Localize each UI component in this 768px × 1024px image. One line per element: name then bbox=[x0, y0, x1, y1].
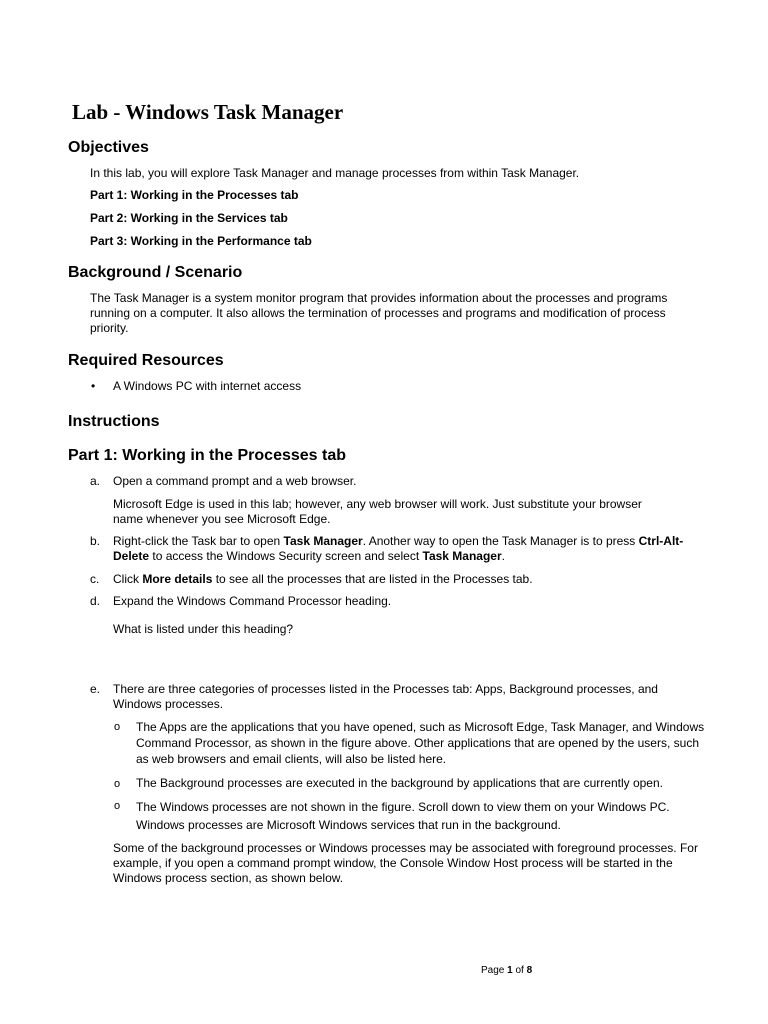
objective-part-2: Part 2: Working in the Services tab bbox=[90, 211, 288, 225]
sub-bullet-marker: o bbox=[114, 721, 121, 733]
step-e-closing: Some of the background processes or Windows processes may be associated with foreground processes. For example, if you open a command prompt window, the Console Window Host process will be started in the Windows process section, as shown below. bbox=[113, 841, 698, 885]
resource-item: A Windows PC with internet access bbox=[113, 379, 302, 393]
background-text: The Task Manager is a system monitor program that provides information about the processes and programs running on a computer. It also allows the termination of processes and programs and modification of process priority. bbox=[90, 291, 668, 335]
resources-heading: Required Resources bbox=[68, 352, 224, 369]
sub-bullet-marker: o bbox=[114, 778, 121, 790]
step-label-c: c. bbox=[90, 572, 100, 586]
objective-part-1: Part 1: Working in the Processes tab bbox=[90, 188, 299, 202]
bullet-marker: • bbox=[91, 379, 96, 393]
step-label-d: d. bbox=[90, 594, 101, 608]
sub-bullet-background: The Background processes are executed in the background by applications that are currently open. bbox=[136, 776, 663, 790]
step-c-text: Click More details to see all the processes that are listed in the Processes tab. bbox=[113, 572, 533, 586]
step-b-text: Right-click the Task bar to open Task Manager. Another way to open the Task Manager is to press Ctrl-Alt-Delete to access the Windows Security screen and select Task Manager. bbox=[113, 534, 684, 563]
objective-part-3: Part 3: Working in the Performance tab bbox=[90, 234, 312, 248]
part1-heading: Part 1: Working in the Processes tab bbox=[68, 447, 347, 464]
step-a-text: Open a command prompt and a web browser. bbox=[113, 474, 357, 488]
objectives-heading: Objectives bbox=[68, 139, 149, 156]
sub-bullet-windows: The Windows processes are not shown in the figure. Scroll down to view them on your Windows PC. Windows processes are Microsoft Windows services that run in the background. bbox=[136, 800, 670, 832]
page-title: Lab - Windows Task Manager bbox=[72, 100, 344, 124]
instructions-heading: Instructions bbox=[68, 413, 160, 430]
step-a-note: Microsoft Edge is used in this lab; however, any web browser will work. Just substitute your browser name whenever you see Microsoft Edge. bbox=[113, 497, 642, 526]
page-number-footer: Page 1 of 8 bbox=[481, 965, 533, 976]
step-label-b: b. bbox=[90, 534, 101, 548]
background-heading: Background / Scenario bbox=[68, 264, 243, 281]
step-label-a: a. bbox=[90, 474, 101, 488]
step-label-e: e. bbox=[90, 682, 101, 696]
step-e-text: There are three categories of processes listed in the Processes tab: Apps, Background processes, and Windows processes. bbox=[113, 682, 658, 711]
sub-bullet-apps: The Apps are the applications that you have opened, such as Microsoft Edge, Task Manager, and Windows Command Processor, as shown in the figure above. Other applications that are opened by the users, such as web browsers and email clients, will also be listed here. bbox=[136, 720, 705, 766]
objectives-intro: In this lab, you will explore Task Manager and manage processes from within Task Manager. bbox=[90, 166, 580, 180]
sub-bullet-marker: o bbox=[114, 800, 121, 812]
step-d-text: Expand the Windows Command Processor heading. bbox=[113, 594, 392, 608]
step-d-question: What is listed under this heading? bbox=[113, 622, 294, 636]
